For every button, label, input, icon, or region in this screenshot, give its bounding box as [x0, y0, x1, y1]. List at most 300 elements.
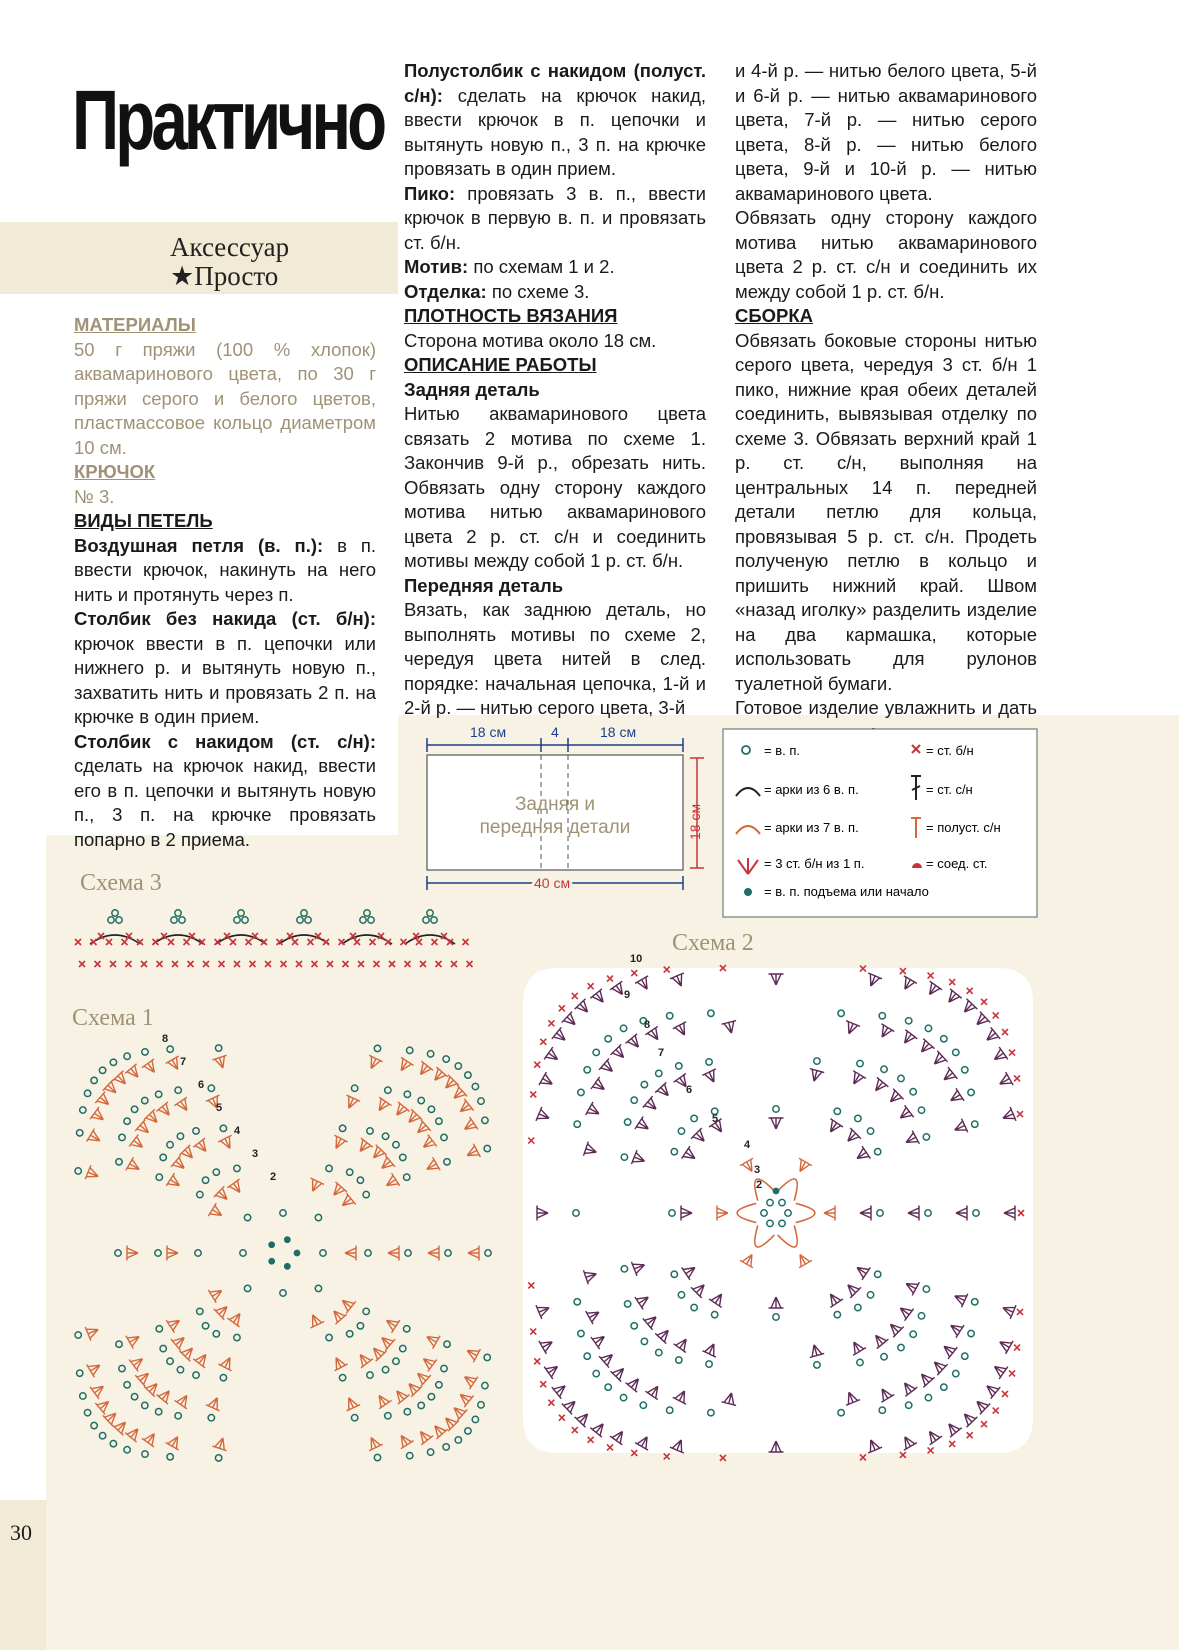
start-icon [744, 888, 752, 896]
chain-stitch [423, 917, 429, 923]
dc-fan [347, 1095, 361, 1108]
dim-height: 18 см [687, 803, 703, 840]
chain-stitch [357, 1323, 363, 1329]
sc-stitch [219, 961, 225, 967]
arc-stitch [279, 935, 329, 944]
chain-stitch [244, 1214, 250, 1220]
motif-def: Мотив: по схемам 1 и 2. [404, 256, 615, 277]
dc-fan [374, 1348, 387, 1361]
chain-stitch [482, 1117, 488, 1123]
dc-fan [193, 1355, 206, 1368]
color-sequence-text: и 4-й р. — нитью белого цвета, 5-й и 6-й р. — нитью аквамаринового цвета, 7-й р. — нитью серого цвета, 8-й р. — нитью белого цвета, 9-й и 10-й р. — нитью аквамаринового цвета. [735, 60, 1037, 204]
dc-fan [435, 1067, 448, 1080]
dc-fan [428, 1246, 439, 1261]
chain-stitch [220, 1374, 226, 1380]
chain-stitch [404, 1326, 410, 1332]
dc-fan [175, 1097, 187, 1110]
dc-fan [156, 1391, 169, 1404]
dc-fan [135, 1373, 148, 1386]
dc-fan [171, 1338, 184, 1351]
sc-stitch [95, 961, 101, 967]
sc-stitch [292, 939, 298, 945]
row-number: 3 [252, 1148, 259, 1160]
dc-fan [142, 1059, 154, 1072]
chain-stitch [407, 1047, 413, 1053]
dc-fan [90, 1386, 103, 1399]
picot-def: Пико: провязать 3 в. п., ввести крючок в первую в. п. и провязать ст. б/н. [404, 182, 706, 253]
dimension-diagram [400, 720, 720, 900]
difficulty-label: ★Просто [170, 261, 279, 291]
dc-fan [208, 1203, 221, 1216]
chain-stitch [112, 910, 118, 916]
sc-stitch [467, 961, 473, 967]
chain-stitch [443, 1056, 449, 1062]
sc-stitch [860, 1454, 866, 1460]
chain-stitch [315, 1285, 321, 1291]
dim-left: 18 см [470, 724, 507, 740]
stitch-sc: Столбик без накида (ст. б/н): крючок ввести в п. цепочки или нижнего р. и вытянуть новую п., захватить нить и провязать 2 п. на крючке в один прием. [74, 608, 376, 727]
dc-fan [126, 1336, 139, 1349]
chain-stitch [119, 1365, 125, 1371]
sc-stitch [308, 939, 314, 945]
scheme-2-title: Схема 2 [672, 930, 754, 956]
sc-stitch [153, 939, 159, 945]
chain-stitch [478, 1098, 484, 1104]
sc-stitch [106, 939, 112, 945]
chain-stitch [427, 1449, 433, 1455]
sc-stitch [420, 961, 426, 967]
chain-stitch [91, 1422, 97, 1428]
page-number: 30 [10, 1520, 32, 1545]
sc-stitch [436, 961, 442, 967]
chain-stitch [445, 1250, 451, 1256]
chain-stitch [478, 1402, 484, 1408]
chain-stitch [75, 1168, 81, 1174]
chain-stitch [167, 1142, 173, 1148]
scheme-2-chart [508, 948, 1048, 1478]
sc-stitch [230, 939, 236, 945]
dc-fan [334, 1358, 347, 1371]
chain-stitch [280, 1210, 286, 1216]
row-number: 5 [712, 1113, 719, 1125]
dc-fan [423, 1135, 436, 1148]
dc-fan [409, 1384, 422, 1397]
dc-fan [460, 1394, 473, 1407]
chain-stitch [195, 1250, 201, 1256]
chain-stitch [443, 1444, 449, 1450]
chain-stitch [339, 1125, 345, 1131]
chain-stitch [365, 1250, 371, 1256]
stitch-dc: Столбик с накидом (ст. с/н): сделать на крючок накид, ввести его в п. цепочки и вытянуть новую п., 3 п. на крючке провязать попарно в 2 приема. [74, 730, 376, 850]
chain-stitch [485, 1250, 491, 1256]
chain-stitch [208, 1085, 214, 1091]
legend-3sc: = 3 ст. б/н из 1 п. [764, 856, 865, 871]
sc-stitch [416, 939, 422, 945]
arc-stitch [342, 935, 392, 944]
chain-stitch [110, 1440, 116, 1446]
scheme-3-title: Схема 3 [80, 870, 162, 896]
sc-stitch [75, 939, 81, 945]
chain-stitch [405, 1250, 411, 1256]
chain-stitch [382, 1367, 388, 1373]
chain-stitch [374, 1045, 380, 1051]
density-text: Сторона мотива около 18 см. [404, 329, 657, 351]
chain-stitch [175, 910, 181, 916]
chain-stitch [80, 1393, 86, 1399]
dc-fan [227, 1314, 239, 1327]
dc-fan [334, 1182, 347, 1195]
sc-stitch [323, 939, 329, 945]
sc-stitch [664, 1453, 670, 1459]
sc-stitch [405, 961, 411, 967]
chain-stitch [84, 1409, 90, 1415]
dc-fan [382, 1338, 395, 1351]
legend-arc7: = арки из 7 в. п. [764, 820, 859, 835]
dc-fan [427, 1157, 440, 1170]
dc-fan [342, 1300, 355, 1313]
sc-stitch [358, 961, 364, 967]
chain-stitch [197, 1191, 203, 1197]
front-heading: Передняя деталь [404, 574, 564, 596]
final-text: Готовое изделие увлажнить и дать [735, 697, 1037, 718]
column-2 [404, 59, 706, 721]
chain-stitch [404, 1091, 410, 1097]
dc-fan [95, 1402, 108, 1415]
chain-stitch [326, 1334, 332, 1340]
dim-middle: 4 [551, 724, 559, 740]
sc-stitch [720, 1455, 726, 1461]
chain-stitch [407, 1452, 413, 1458]
chain-stitch [431, 917, 437, 923]
chain-stitch [124, 1382, 130, 1388]
sc-stitch [432, 939, 438, 945]
chain-stitch [156, 1174, 162, 1180]
chain-stitch [119, 1134, 125, 1140]
chain-stitch [116, 1159, 122, 1165]
start-dot [773, 1188, 780, 1195]
chain-stitch [99, 1067, 105, 1073]
dc-fan [142, 1434, 154, 1447]
chain-stitch [465, 1072, 471, 1078]
chain-stitch [131, 1106, 137, 1112]
dc-fan [397, 1102, 410, 1115]
dc-fan [418, 1373, 431, 1386]
dc-fan [90, 1107, 103, 1120]
chain-stitch [484, 1145, 490, 1151]
chain-stitch [175, 1413, 181, 1419]
dc-fan [127, 1246, 138, 1261]
sc-stitch [168, 939, 174, 945]
dc-fan [467, 1349, 480, 1362]
page-number-box [0, 1500, 46, 1650]
dc-fan [382, 1156, 395, 1169]
sc-stitch [312, 961, 318, 967]
half-dc-def: Полустолбик с накидом (полуст. с/н): сделать на крючок накид, ввести крючок в п. цепочки и вытянуть новую п., 3 п. на крючке провязать в один прием. [404, 60, 706, 179]
chain-stitch [339, 1374, 345, 1380]
dc-fan [103, 1413, 116, 1426]
chain-stitch [244, 1285, 250, 1291]
column-3 [735, 59, 1037, 745]
chain-stitch [385, 1087, 391, 1093]
front-text: Вязать, как заднюю деталь, но выполнять мотивы по схеме 2, чередуя цвета нитей в след. порядке: начальная цепочка, 1-й и 2-й р. — нитью серого цвета, 3-й [404, 599, 706, 718]
chain-stitch [167, 1454, 173, 1460]
row-number: 6 [686, 1084, 693, 1096]
dc-fan [212, 1438, 226, 1451]
dc-fan [125, 1064, 138, 1077]
chain-stitch [115, 1250, 121, 1256]
dc-fan [379, 1097, 391, 1110]
dc-fan [166, 1173, 179, 1186]
chain-stitch [108, 917, 114, 923]
chain-stitch [357, 1177, 363, 1183]
hook-heading: КРЮЧОК [74, 461, 156, 482]
row-number: 7 [658, 1047, 665, 1059]
stitches-heading: ВИДЫ ПЕТЕЛЬ [74, 510, 213, 531]
materials-text: 50 г пряжи (100 % хлопок) аквамаринового цвета, по 30 г пряжи серого и белого цветов, пластмассовое кольцо диаметром 10 см. [74, 338, 376, 458]
sc-stitch [79, 961, 85, 967]
start-dot [268, 1241, 275, 1248]
sc-stitch [157, 961, 163, 967]
chain-stitch [472, 1416, 478, 1422]
chain-stitch [77, 1370, 83, 1376]
chain-stitch [213, 1169, 219, 1175]
legend-arc6: = арки из 6 в. п. [764, 782, 859, 797]
row-number: 7 [180, 1056, 187, 1068]
arc-stitch [153, 935, 203, 944]
chain-stitch [320, 1250, 326, 1256]
chain-stitch [160, 1154, 166, 1160]
row-number: 6 [198, 1079, 205, 1091]
row-number: 9 [624, 989, 631, 1001]
dc-fan [397, 1391, 410, 1404]
chain-stitch [77, 1130, 83, 1136]
dim-width: 40 см [534, 875, 571, 891]
dc-fan [167, 1246, 178, 1261]
dc-fan [435, 1426, 448, 1439]
dc-fan [175, 1395, 187, 1408]
dc-fan [360, 1138, 373, 1151]
legend-dc: = ст. с/н [926, 782, 973, 797]
chain-stitch [385, 1413, 391, 1419]
dc-fan [334, 1311, 347, 1324]
dc-fan [129, 1135, 142, 1148]
chain-stitch [444, 1341, 450, 1347]
dc-fan [421, 1432, 434, 1445]
dc-fan [212, 1055, 226, 1068]
dc-fan [465, 1117, 478, 1129]
tie-text: Обвязать одну сторону каждого мотива нитью аквамаринового цвета 2 р. ст. с/н и соединить их между собой 1 р. ст. б/н. [735, 207, 1037, 302]
assembly-heading: СБОРКА [735, 305, 814, 326]
column-1 [74, 313, 376, 852]
chain-stitch [441, 1134, 447, 1140]
sc-stitch [122, 939, 128, 945]
chain-stitch [242, 917, 248, 923]
sc-stitch [246, 939, 252, 945]
dc-fan [423, 1359, 436, 1372]
row-number: 8 [644, 1019, 651, 1031]
dc-fan [388, 1246, 399, 1261]
dc-fan [454, 1408, 467, 1421]
dc-fan [379, 1395, 391, 1408]
row-number: 2 [756, 1179, 763, 1191]
dc-fan [112, 1071, 125, 1084]
chain-stitch [363, 1191, 369, 1197]
dc-fan [144, 1109, 157, 1122]
dc-fan [374, 1145, 387, 1158]
start-dot [268, 1258, 275, 1265]
start-dot [284, 1263, 291, 1270]
chain-stitch [455, 1437, 461, 1443]
hook-text: № 3. [74, 485, 115, 507]
sc-stitch [265, 961, 271, 967]
dc-fan [112, 1422, 125, 1435]
assembly-text: Обвязать боковые стороны нитью серого цвета, чередуя 3 ст. б/н 1 пико, нижние края обеих деталей соединить, вывязывая отделку по схеме 3. Обвязать верхний край 1 р. ст. с/н, выполняя на центральных 14 п. передней детали петлю для кольца, провязывая 5 р. ст. с/н. Продеть полученую петлю в кольцо и пришить нижний край. Швом «назад иголку» разделить изделие на два кармашка, которые использовать для рулонов туалетной бумаги. [735, 329, 1037, 694]
chain-stitch [400, 1154, 406, 1160]
chain-stitch [374, 1454, 380, 1460]
chain-stitch [99, 1433, 105, 1439]
chain-stitch [240, 1250, 246, 1256]
legend-chain: = в. п. [764, 743, 800, 758]
sc-stitch [281, 961, 287, 967]
sc-stitch [141, 961, 147, 967]
dc-fan [460, 1099, 473, 1112]
chain-stitch [360, 917, 366, 923]
chain-stitch [80, 1107, 86, 1113]
chain-stitch [427, 910, 433, 916]
dc-fan [129, 1359, 142, 1372]
chain-stitch [179, 917, 185, 923]
chain-stitch [428, 1106, 434, 1112]
dc-fan [454, 1085, 467, 1098]
dc-fan [85, 1327, 98, 1341]
arc-stitch [90, 935, 140, 944]
category-label: Аксессуар [170, 232, 290, 262]
chain-stitch [238, 910, 244, 916]
chain-stitch [404, 1174, 410, 1180]
legend-slip: = соед. ст. [926, 856, 988, 871]
dc-fan [347, 1398, 361, 1411]
chain-stitch [155, 1250, 161, 1256]
finish-def: Отделка: по схеме 3. [404, 280, 590, 302]
sc-stitch [172, 961, 178, 967]
density-heading: ПЛОТНОСТЬ ВЯЗАНИЯ [404, 305, 618, 326]
page-title: Практично [72, 73, 384, 167]
chain-stitch [84, 1090, 90, 1096]
chain-stitch [482, 1382, 488, 1388]
dc-fan [171, 1156, 184, 1169]
sc-stitch [91, 939, 97, 945]
dc-fan [179, 1145, 192, 1158]
chain-stitch [393, 1358, 399, 1364]
sc-stitch [451, 961, 457, 967]
chain-stitch [197, 1308, 203, 1314]
chain-stitch [213, 1331, 219, 1337]
row-number: 2 [270, 1171, 277, 1183]
row-number: 5 [216, 1102, 223, 1114]
scheme-1-chart [66, 1032, 500, 1474]
chain-stitch [400, 1345, 406, 1351]
chain-stitch [124, 1118, 130, 1124]
dc-fan [311, 1315, 325, 1328]
chain-stitch [364, 910, 370, 916]
dc-fan [166, 1056, 179, 1069]
chain-stitch [444, 1159, 450, 1165]
dc-fan [87, 1129, 100, 1142]
chain-stitch [436, 1382, 442, 1388]
scheme-2-base [523, 968, 1033, 1453]
chain-stitch [177, 1133, 183, 1139]
chain-stitch [142, 1049, 148, 1055]
dc-fan [218, 1135, 231, 1148]
chain-stitch [155, 1409, 161, 1415]
sc-stitch [401, 939, 407, 945]
chain-stitch [124, 1053, 130, 1059]
chain-stitch [175, 1087, 181, 1093]
chain-stitch [427, 1051, 433, 1057]
dc-fan [369, 1438, 383, 1451]
sc-stitch [463, 939, 469, 945]
dc-fan [103, 1080, 116, 1093]
chain-stitch [404, 1409, 410, 1415]
diagram-label-2: передняя детали [479, 817, 631, 838]
chain-stitch [367, 1128, 373, 1134]
chain-stitch [116, 917, 122, 923]
chain-stitch [351, 1085, 357, 1091]
chain-stitch [116, 1341, 122, 1347]
chain-stitch [215, 1455, 221, 1461]
chain-stitch [418, 1402, 424, 1408]
chain-stitch [167, 1358, 173, 1364]
chain-stitch [171, 917, 177, 923]
chain-stitch [305, 917, 311, 923]
chain-stitch [75, 1332, 81, 1338]
dc-fan [427, 1336, 440, 1349]
sc-stitch [370, 939, 376, 945]
chain-stitch [202, 1177, 208, 1183]
chain-stitch [234, 1334, 240, 1340]
chain-stitch [234, 917, 240, 923]
dc-fan [166, 1320, 179, 1333]
sc-stitch [188, 961, 194, 967]
legend-start: = в. п. подъема или начало [764, 884, 929, 899]
back-text: Нитью аквамаринового цвета связать 2 мотива по схеме 1. Закончив 9-й р., обрезать нить. Обвязать одну сторону каждого мотива нитью аквамаринового цвета 2 р. ст. с/н и соединить мотивы между собой 1 р. ст. б/н. [404, 403, 706, 571]
chain-stitch [297, 917, 303, 923]
chain-stitch [465, 1428, 471, 1434]
chain-stitch [131, 1393, 137, 1399]
legend-sc: = ст. б/н [926, 743, 974, 758]
legend-hdc: = полуст. с/н [926, 820, 1001, 835]
row-number: 3 [754, 1164, 761, 1176]
dc-fan [208, 1290, 221, 1303]
row-number: 4 [234, 1125, 241, 1137]
chain-stitch [436, 1118, 442, 1124]
chain-stitch [472, 1083, 478, 1089]
scheme-1-title: Схема 1 [72, 1005, 154, 1031]
chain-stitch [326, 1165, 332, 1171]
chain-stitch [484, 1354, 490, 1360]
chain-stitch [160, 1345, 166, 1351]
chain-stitch [156, 1326, 162, 1332]
sc-stitch [374, 961, 380, 967]
dc-fan [206, 1398, 220, 1411]
dc-fan [179, 1348, 192, 1361]
sc-stitch [203, 961, 209, 967]
start-dot [284, 1236, 291, 1243]
dc-fan [345, 1246, 356, 1261]
chain-stitch [234, 1165, 240, 1171]
sc-stitch [296, 961, 302, 967]
dc-fan [214, 1307, 227, 1320]
